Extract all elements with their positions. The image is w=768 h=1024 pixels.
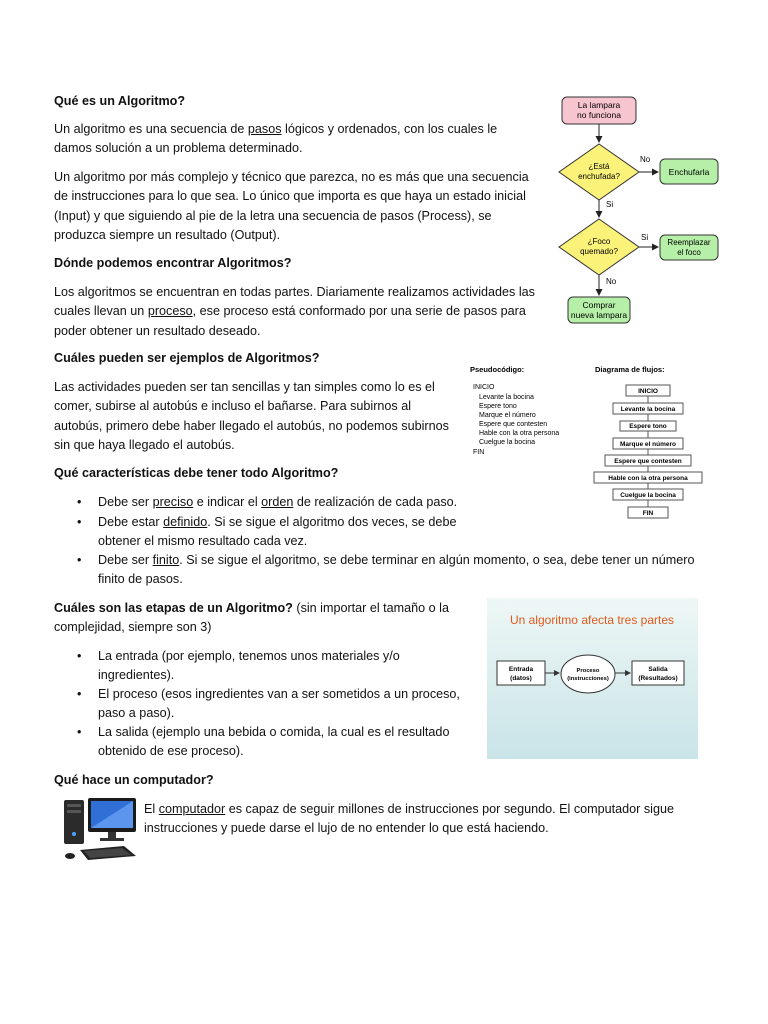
flowchart-lampara bbox=[548, 92, 728, 328]
pseudo-line: FIN bbox=[473, 449, 485, 456]
bullet: • bbox=[77, 687, 82, 701]
process-text-1: Proceso bbox=[576, 668, 600, 674]
output-text-2: (Resultados) bbox=[638, 675, 678, 682]
paragraph-definition: Un algoritmo es una secuencia de pasos lógicos y ordenados, con los cuales le damos solución a un problema determinado. bbox=[54, 122, 498, 156]
flow-start-text-2: no funciona bbox=[577, 110, 621, 120]
heading-computador: Qué hace un computador? bbox=[54, 773, 214, 787]
flow-no2: No bbox=[606, 277, 617, 286]
flow2-text: FIN bbox=[642, 510, 654, 517]
heading-donde-encontrar: Dónde podemos encontrar Algoritmos? bbox=[54, 256, 292, 270]
bullet: • bbox=[77, 553, 82, 567]
pseudo-title: Pseudocódigo: bbox=[470, 365, 525, 374]
bullet: • bbox=[77, 495, 82, 509]
flow-q2-text-1: ¿Foco bbox=[587, 237, 611, 246]
process-ellipse bbox=[561, 655, 615, 693]
pseudocode-diagram bbox=[465, 362, 715, 524]
flow2-text: Marque el número bbox=[620, 441, 676, 448]
flow-comprar-text-2: nueva lampara bbox=[570, 310, 628, 320]
heading-caracteristicas: Qué características debe tener todo Algoritmo? bbox=[54, 466, 339, 480]
pseudo-line: Cuelgue la bocina bbox=[479, 439, 536, 446]
flow2-text: Hable con la otra persona bbox=[608, 475, 688, 482]
paragraph-ejemplos: Las actividades pueden ser tan sencillas y tan simples como lo es el comer, subirse al autobús e incluso el bañarse. Para subirnos al autobús, primero debe haber llegado el autobús, no podemos subirnos sin que haya llegado el autobús. bbox=[54, 380, 449, 452]
list-item-finito: Debe ser finito. Si se sigue el algoritmo, se debe terminar en algún momento, o sea, debe tener un número finito de pasos. bbox=[98, 553, 695, 587]
pseudo-line: Espere que contesten bbox=[479, 421, 548, 428]
flow2-text: INICIO bbox=[638, 388, 658, 395]
flow-q2-text-2: quemado? bbox=[580, 247, 618, 256]
output-text-1: Salida bbox=[648, 666, 668, 673]
three-parts-title: Un algoritmo afecta tres partes bbox=[509, 613, 675, 627]
flow-comprar-text-1: Comprar bbox=[582, 300, 616, 310]
flow-enchufarla-text: Enchufarla bbox=[668, 167, 710, 177]
input-text-2: (datos) bbox=[510, 675, 532, 682]
pseudo-line: Marque el número bbox=[479, 412, 536, 419]
bullet: • bbox=[77, 649, 82, 663]
flow-si2: Si bbox=[641, 233, 649, 242]
pseudo-line: Levante la bocina bbox=[479, 394, 534, 401]
paragraph-complejo: Un algoritmo por más complejo y técnico que parezca, no es más que una secuencia de instrucciones para lo que sea. Lo único que importa es que haya un estado inicial (Input) y que siguiendo al pie de la letra una secuencia de pasos (Process), se produzca siempre un resultado (Output). bbox=[54, 170, 529, 242]
flow2-text: Espere tono bbox=[629, 423, 667, 430]
list-item-proceso: El proceso (esos ingredientes van a ser sometidos a un proceso, paso a paso). bbox=[98, 687, 460, 721]
flow-si1: Si bbox=[606, 200, 614, 209]
flow2-title: Diagrama de flujos: bbox=[595, 365, 665, 374]
bullet: • bbox=[77, 725, 82, 739]
bullet: • bbox=[77, 515, 82, 529]
flow-q1-text-1: ¿Está bbox=[588, 162, 610, 171]
paragraph-computador: El computador es capaz de seguir millones de instrucciones por segundo. El computador sigue instrucciones y puede darse el lujo de no entender lo que está haciendo. bbox=[144, 802, 674, 836]
flow2-text: Cuelgue la bocina bbox=[620, 492, 676, 499]
flow-reemplazar-text-1: Reemplazar bbox=[667, 238, 711, 247]
flow-q1-text-2: enchufada? bbox=[578, 172, 620, 181]
flow-reemplazar-text-2: el foco bbox=[677, 248, 701, 257]
list-item-entrada: La entrada (por ejemplo, tenemos unos materiales y/o ingredientes). bbox=[98, 649, 400, 683]
list-item-preciso: Debe ser preciso e indicar el orden de realización de cada paso. bbox=[98, 495, 458, 509]
three-parts-panel bbox=[487, 598, 698, 759]
paragraph-todas-partes: Los algoritmos se encuentran en todas partes. Diariamente realizamos actividades las cuales llevan un proceso, ese proceso está conformado por una serie de pasos para poder obtener un resultado deseado. bbox=[54, 285, 535, 338]
process-text-2: (instrucciones) bbox=[567, 676, 609, 682]
heading-que-es-algoritmo: Qué es un Algoritmo? bbox=[54, 94, 186, 108]
link-pasos: pasos bbox=[247, 122, 282, 136]
computer-icon bbox=[62, 794, 142, 862]
flow2-text: Levante la bocina bbox=[620, 406, 676, 413]
pseudo-line: Hable con la otra persona bbox=[479, 430, 560, 437]
heading-etapas: Cuáles son las etapas de un Algoritmo? (sin importar el tamaño o la complejidad, siempre son 3) bbox=[54, 601, 449, 635]
flow-start-text-1: La lampara bbox=[577, 100, 621, 110]
flow2-text: Espere que contesten bbox=[614, 458, 682, 465]
pseudo-line: Espere tono bbox=[479, 403, 517, 410]
list-item-salida: La salida (ejemplo una bebida o comida, la cual es el resultado obtenido de ese proceso). bbox=[98, 725, 450, 759]
flow-no1: No bbox=[640, 155, 651, 164]
heading-ejemplos: Cuáles pueden ser ejemplos de Algoritmos? bbox=[54, 351, 320, 365]
list-item-definido: Debe estar definido. Si se sigue el algoritmo dos veces, se debe obtener el mismo resultado cada vez. bbox=[98, 515, 457, 549]
input-text-1: Entrada bbox=[508, 666, 534, 673]
pseudo-line: INICIO bbox=[473, 384, 495, 391]
